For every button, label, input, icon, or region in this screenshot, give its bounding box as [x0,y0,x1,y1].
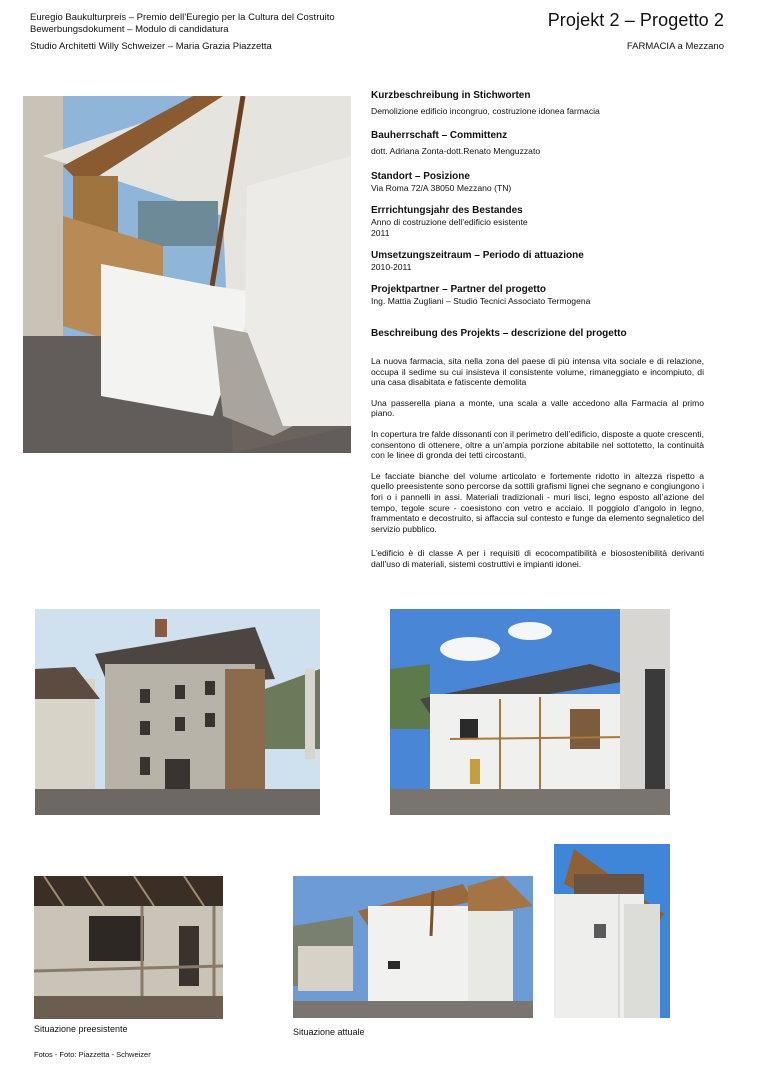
header-line-2: Bewerbungsdokument – Modulo di candidatura [30,24,229,35]
section-heading: Standort – Posizione [371,171,470,182]
section-location [371,171,706,194]
photo-new-corner-detail [554,844,670,1018]
header-authors: Studio Architetti Willy Schweizer – Maria Grazia Piazzetta [30,41,272,52]
header-line-1: Euregio Baukulturpreis – Premio dell’Euregio per la Cultura del Costruito [30,12,335,23]
section-partner [371,284,706,307]
section-heading: Beschreibung des Projekts – descrizione del progetto [371,328,627,339]
photo-new-street-view [293,876,533,1018]
page-subtitle: FARMACIA a Mezzano [626,41,724,52]
section-text: Ing. Mattia Zugliani – Studio Tecnici Associato Termogena [371,296,591,306]
section-short-description [371,90,706,117]
section-text: dott. Adriana Zonta-dott.Renato Menguzzato [371,146,541,156]
caption-after: Situazione attuale [293,1027,365,1037]
photo-old-interior [34,876,223,1019]
description-paragraph: In copertura tre falde dissonanti con il perimetro dell’edificio, disposte a quote crescenti, consentono di ottenere, oltre a un’ampia porzione abitabile nel sottotetto, la continuità con le linee di gronda dei tetti circostanti. [371,428,704,461]
caption-before: Situazione preesistente [34,1024,128,1034]
section-year [371,205,706,238]
section-heading: Projektpartner – Partner del progetto [371,284,547,295]
photo-new-pharmacy [390,609,670,815]
section-text: 2010-2011 [371,262,412,272]
project-description [371,356,704,580]
photo-main-staircase [23,96,351,453]
description-paragraph: Le facciate bianche del volume articolato e fortemente ridotto in altezza rispetto a quello preesistente sono percorse da sottili grafismi lignei che segnano e congiungono i fori o i pannelli in assi. Materiali tradizionali - muri lisci, legno esposto all’azione del tempo, tegole scure - coesistono con vetro e acciaio. Il poggiolo d’angolo in legno, frammentato e decostruito, si affaccia sul contesto e funge da elemento segnaletico del servizio pubblico. [371,470,704,534]
section-text: Anno di costruzione dell’edificio esistente [371,217,528,227]
section-text: 2011 [371,227,390,238]
section-text: Via Roma 72/A 38050 Mezzano (TN) [371,183,512,193]
section-text: Demolizione edificio incongruo, costruzione idonea farmacia [371,106,600,116]
photo-credit: Fotos - Foto: Piazzetta - Schweizer [34,1050,151,1059]
photo-old-building [35,609,320,815]
section-heading: Umsetzungszeitraum – Periodo di attuazione [371,250,584,261]
page-title: Projekt 2 – Progetto 2 [547,10,724,30]
description-paragraph: La nuova farmacia, sita nella zona del paese di più intensa vita sociale e di relazione, occupa il sedime su cui insisteva il consistente volume, rimaneggiato e incompiuto, di una casa disabitata e fatiscente demolita [371,356,704,388]
description-paragraph: L’edificio è di classe A per i requisiti di ecocompatibilità e biosostenibilità derivanti dall’uso di materiali, sistemi costruttivi e impianti idonei. [371,548,704,569]
description-paragraph: Una passerella piana a monte, una scala a valle accedono alla Farmacia al primo piano. [371,397,704,419]
section-description-heading [371,328,706,340]
section-heading: Kurzbeschreibung in Stichworten [371,90,531,101]
section-heading: Bauherrschaft – Committenz [371,130,508,141]
section-client [371,130,706,157]
section-heading: Errrichtungsjahr des Bestandes [371,205,523,216]
section-period [371,250,706,273]
